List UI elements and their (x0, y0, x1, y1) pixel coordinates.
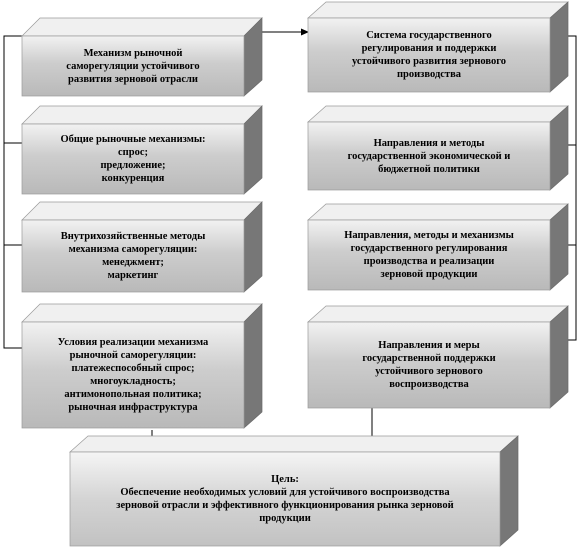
left-box-2-line-4: конкуренция (101, 173, 165, 184)
left-box-2-line-2: спрос; (118, 147, 148, 158)
left-box-1-line-3: развития зерновой отрасли (68, 73, 198, 85)
right-box-2-line-1: Направления и методы (373, 137, 485, 149)
left-bracket-line (4, 36, 22, 348)
right-box-2-line-3: бюджетной политики (378, 163, 480, 175)
goal-line-2: зерновой отрасли и эффективного функционирования рынка зерновой (116, 500, 454, 511)
goal-line-1: Обеспечение необходимых условий для устойчивого воспроизводства (120, 487, 450, 498)
right-box-3-line-3: производства и реализации (363, 256, 495, 267)
left-box-4-line-2: рыночной саморегуляции: (69, 350, 197, 361)
right-box-2 (308, 106, 568, 190)
left-box-4-line-6: рыночная инфраструктура (68, 402, 198, 413)
left-box-3-line-3: менеджмент; (102, 257, 164, 268)
left-box-4-line-3: платежеспособный спрос; (71, 363, 195, 374)
right-box-4-line-3: устойчивого зернового (375, 366, 483, 377)
left-box-2 (22, 106, 262, 194)
right-box-1-line-4: производства (396, 69, 461, 80)
left-box-4-line-5: антимонопольная политика; (64, 389, 202, 400)
left-box-4-line-1: Условия реализации механизма (57, 337, 209, 348)
left-box-2-line-1: Общие рыночные механизмы: (60, 134, 206, 145)
goal-box (70, 436, 518, 546)
left-box-4 (22, 304, 262, 428)
left-box-4-line-4: многоукладность; (90, 376, 176, 387)
right-box-1 (308, 2, 568, 92)
left-box-3-line-1: Внутрихозяйственные методы (60, 231, 206, 242)
goal-title: Цель: (271, 474, 299, 485)
left-box-3-line-2: механизма саморегуляции: (68, 244, 198, 255)
right-box-4 (308, 306, 568, 408)
right-box-3-line-2: государственного регулирования (350, 243, 508, 254)
goal-line-3: продукции (259, 513, 311, 524)
left-box-3 (22, 202, 262, 292)
left-box-1-line-2: саморегуляции устойчивого (66, 60, 200, 72)
left-box-1-line-1: Механизм рыночной (83, 47, 183, 59)
right-bracket-line (568, 36, 576, 340)
right-box-4-line-4: воспроизводства (389, 379, 469, 390)
right-box-1-line-2: регулирования и поддержки (361, 43, 497, 54)
right-box-3-line-1: Направления, методы и механизмы (344, 230, 514, 241)
left-box-1 (22, 18, 262, 96)
right-box-2-line-2: государственной экономической и (347, 150, 511, 162)
right-box-3-line-4: зерновой продукции (380, 269, 478, 280)
right-box-1-line-1: Система государственного (366, 30, 492, 41)
right-box-1-line-3: устойчивого развития зернового (351, 56, 506, 67)
right-box-4-line-1: Направления и меры (378, 340, 480, 351)
left-box-2-line-3: предложение; (100, 160, 166, 171)
right-box-3 (308, 204, 568, 290)
right-box-4-line-2: государственной поддержки (362, 353, 496, 364)
left-box-3-line-4: маркетинг (107, 270, 159, 281)
